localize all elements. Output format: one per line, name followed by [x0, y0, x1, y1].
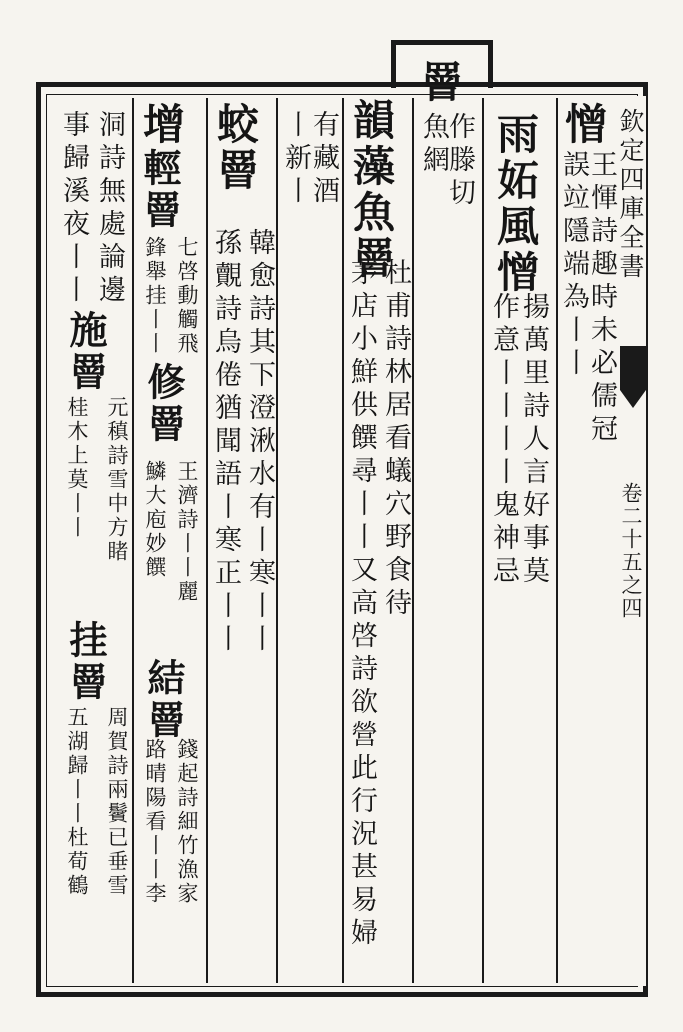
entry-text: 路晴陽看丨丨李	[143, 738, 167, 906]
entry-text: 鋒舉挂丨丨	[143, 236, 167, 356]
entry-head: 輕罾	[137, 148, 182, 232]
entry-head: 憎	[559, 102, 608, 148]
book-title: 欽定四庫全書	[616, 108, 645, 282]
entry-text: 作滕切	[444, 112, 475, 211]
entry-text: 揚萬里詩人言好事莫	[518, 292, 549, 589]
entry-text: 有藏酒	[308, 110, 339, 209]
column-rule	[276, 98, 278, 983]
entry-text: 元稹詩雪中方睹	[105, 396, 129, 564]
column-rule	[206, 98, 208, 983]
entry-text: 五湖歸丨丨杜荀鶴	[65, 706, 89, 898]
entry-text: 孫覿詩烏倦猶聞語丨寒正丨丨	[210, 228, 241, 657]
volume-label: 卷二十五之四	[619, 482, 643, 620]
entry-text: 王惲詩趣時未必儒冠	[586, 150, 617, 447]
fishtail-mark	[620, 346, 646, 390]
entry-text: 杜甫詩林居看蟻穴野食待	[380, 258, 411, 621]
entry-text: 七啓動觸飛	[175, 236, 199, 356]
entry-head: 韻藻魚罾	[347, 98, 396, 282]
entry-head: 罾	[415, 60, 464, 106]
entry-head: 施罾	[63, 310, 108, 394]
entry-text: 作意丨丨丨丨鬼神忌	[488, 292, 519, 589]
entry-text: 洞詩無處論邊	[94, 110, 125, 308]
entry-text: 桂木上莫丨丨	[65, 396, 89, 540]
entry-text: 事歸溪夜丨丨	[58, 110, 89, 308]
entry-text: 周賀詩兩鬢已垂雪	[105, 706, 129, 898]
entry-head: 挂罾	[63, 620, 108, 704]
section-head: 增	[137, 102, 186, 148]
column-rule	[482, 98, 484, 983]
entry-text: 茅店小鮮供饌尋丨丨又高啓詩欲營此行況甚易婦	[346, 258, 377, 951]
entry-text: 丨新丨	[280, 110, 311, 209]
column-rule	[132, 98, 134, 983]
entry-text: 韓愈詩其下澄湫水有丨寒丨丨	[244, 228, 275, 657]
entry-head: 修罾	[141, 362, 186, 446]
entry-head: 雨妬風憎	[491, 112, 540, 296]
entry-text: 鱗大庖妙饌	[143, 460, 167, 580]
entry-head: 結罾	[141, 658, 186, 742]
entry-text: 錢起詩細竹漁家	[175, 738, 199, 906]
entry-text: 王濟詩丨丨麗	[175, 460, 199, 604]
entry-text: 魚網	[418, 112, 449, 178]
entry-text: 誤竝隱端為丨丨	[558, 150, 589, 381]
entry-head: 蛟罾	[211, 102, 260, 194]
column-rule	[342, 98, 344, 983]
column-rule	[412, 98, 414, 983]
